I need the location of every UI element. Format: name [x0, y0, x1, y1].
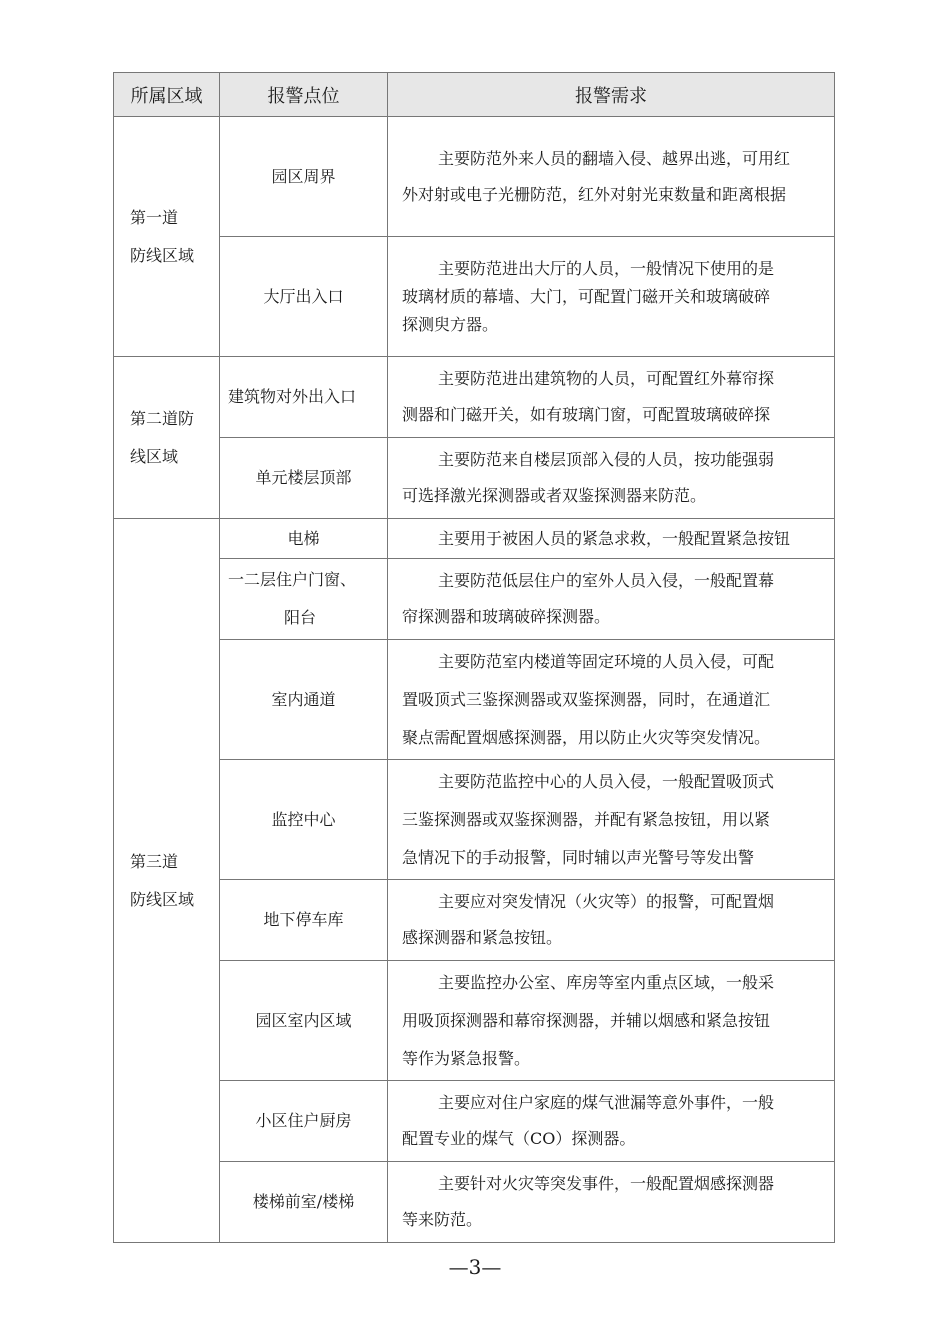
- point-cell: 单元楼层顶部: [220, 438, 388, 519]
- table-row: [114, 1081, 835, 1162]
- requirement-cell: 主要防范来自楼层顶部入侵的人员，按功能强弱 可选择激光探测器或者双鉴探测器来防范。: [388, 438, 835, 519]
- table-row: [114, 559, 835, 640]
- table-header-row: [114, 73, 835, 117]
- table-row: [114, 760, 835, 880]
- requirement-cell: 主要应对突发情况（火灾等）的报警，可配置烟 感探测器和紧急按钮。: [388, 880, 835, 961]
- table-row: [114, 237, 835, 357]
- table-row: [114, 438, 835, 519]
- table-row: [114, 357, 835, 438]
- zone-cell-second-line: 第二道防 线区域: [114, 357, 220, 519]
- requirement-cell: 主要防范外来人员的翻墙入侵、越界出逃，可用红 外对射或电子光栅防范，红外对射光束数量和距离根据: [388, 117, 835, 237]
- table-row: [114, 880, 835, 961]
- table-row: [114, 640, 835, 760]
- requirement-cell: 主要防范监控中心的人员入侵，一般配置吸顶式 三鉴探测器或双鉴探测器，并配有紧急按钮，用以紧 急情况下的手动报警，同时辅以声光警号等发出警: [388, 760, 835, 880]
- point-cell: 大厅出入口: [220, 237, 388, 357]
- point-cell: 小区住户厨房: [220, 1081, 388, 1162]
- point-cell: 楼梯前室/楼梯: [220, 1162, 388, 1243]
- requirement-cell: 主要防范低层住户的室外人员入侵，一般配置幕 帘探测器和玻璃破碎探测器。: [388, 559, 835, 640]
- point-cell: 园区周界: [220, 117, 388, 237]
- table-row: [114, 1162, 835, 1243]
- requirement-cell: 主要监控办公室、库房等室内重点区域，一般采 用吸顶探测器和幕帘探测器，并辅以烟感和紧急按钮 等作为紧急报警。: [388, 961, 835, 1081]
- zone-cell-third-line: 第三道 防线区域: [114, 519, 220, 1243]
- header-point: 报警点位: [220, 73, 388, 117]
- point-cell: 室内通道: [220, 640, 388, 760]
- point-cell: 监控中心: [220, 760, 388, 880]
- page-number: —3—: [448, 1255, 502, 1279]
- point-cell: 一二层住户门窗、 阳台: [220, 559, 388, 640]
- alarm-requirements-table: [113, 72, 835, 1243]
- table-row: [114, 117, 835, 237]
- point-cell: 地下停车库: [220, 880, 388, 961]
- point-cell: 园区室内区域: [220, 961, 388, 1081]
- requirement-cell: 主要防范进出建筑物的人员，可配置红外幕帘探 测器和门磁开关，如有玻璃门窗，可配置玻璃破碎探: [388, 357, 835, 438]
- requirement-cell: 主要用于被困人员的紧急求救，一般配置紧急按钮: [388, 519, 835, 559]
- header-zone: 所属区域: [114, 73, 220, 117]
- requirement-cell: 主要针对火灾等突发事件，一般配置烟感探测器 等来防范。: [388, 1162, 835, 1243]
- point-cell: 建筑物对外出入口: [220, 357, 388, 438]
- requirement-cell: 主要防范室内楼道等固定环境的人员入侵，可配 置吸顶式三鉴探测器或双鉴探测器，同时，在通道汇 聚点需配置烟感探测器，用以防止火灾等突发情况。: [388, 640, 835, 760]
- zone-cell-first-line: 第一道 防线区域: [114, 117, 220, 357]
- requirement-cell: 主要防范进出大厅的人员，一般情况下使用的是 玻璃材质的幕墙、大门，可配置门磁开关和玻璃破碎 探测臾方器。: [388, 237, 835, 357]
- header-requirement: 报警需求: [388, 73, 835, 117]
- table-row: [114, 519, 835, 559]
- requirement-cell: 主要应对住户家庭的煤气泄漏等意外事件，一般 配置专业的煤气（CO）探测器。: [388, 1081, 835, 1162]
- table-row: [114, 961, 835, 1081]
- point-cell: 电梯: [220, 519, 388, 559]
